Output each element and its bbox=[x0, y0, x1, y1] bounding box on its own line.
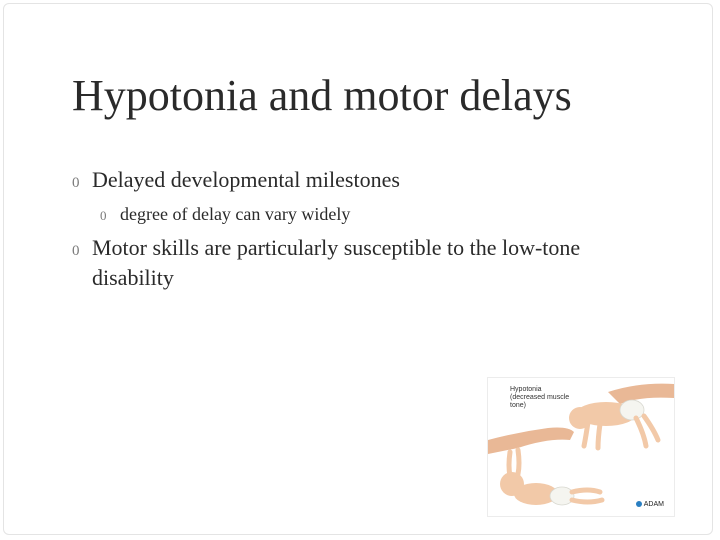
bullet-marker: 0 bbox=[100, 208, 107, 223]
infant-prone-figure bbox=[569, 384, 674, 448]
adam-logo bbox=[636, 501, 664, 508]
bullet-marker: 0 bbox=[72, 175, 80, 191]
logo-text: ADAM bbox=[643, 501, 664, 508]
slide-title: Hypotonia and motor delays bbox=[72, 71, 572, 120]
logo-dot-icon bbox=[636, 501, 642, 507]
infant-supine-figure bbox=[500, 450, 602, 505]
bullet-list bbox=[72, 165, 632, 293]
bullet-marker: 0 bbox=[72, 243, 80, 259]
bullet-level2 bbox=[72, 201, 632, 227]
bullet-level1 bbox=[72, 165, 632, 195]
bullet-text: degree of delay can vary widely bbox=[120, 204, 351, 224]
infant-illustration bbox=[488, 378, 674, 516]
bullet-level1 bbox=[72, 233, 632, 293]
hypotonia-illustration bbox=[487, 377, 675, 517]
bullet-text: Motor skills are particularly susceptible to the low-tone disability bbox=[92, 235, 581, 290]
figure-label: Hypotonia (decreased muscle tone) bbox=[510, 386, 570, 409]
bullet-text: Delayed developmental milestones bbox=[92, 167, 400, 192]
